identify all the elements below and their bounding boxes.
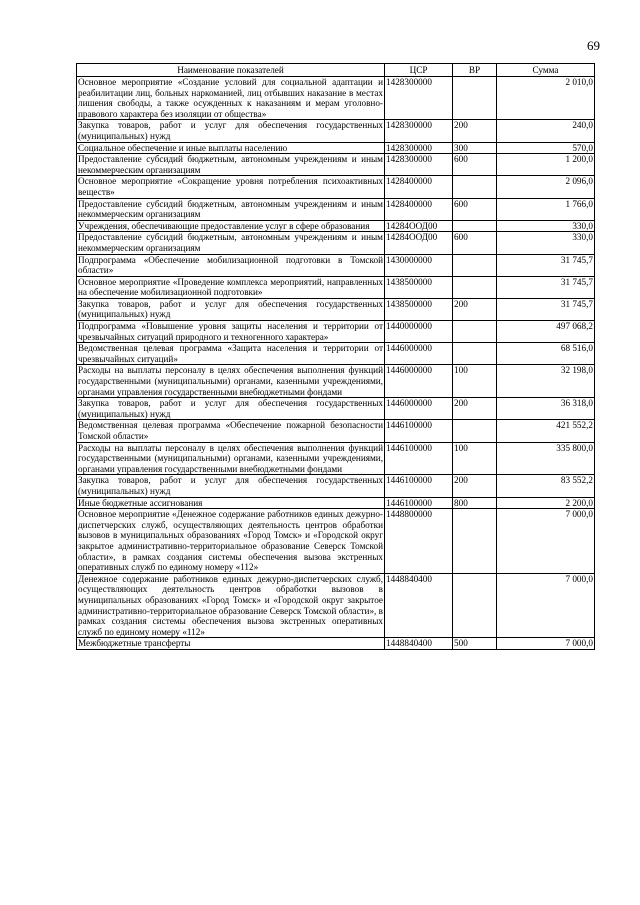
table-row [77, 254, 595, 276]
header-name: Наименование показателей [77, 64, 385, 77]
table-row [77, 398, 595, 420]
row-name-cell: Закупка товаров, работ и услуг для обеспечения государственных (муниципальных) нужд [78, 120, 383, 141]
row-csr-cell: 1428300000 [385, 120, 453, 142]
table-row [77, 343, 595, 365]
row-sum-cell: 2 010,0 [497, 77, 595, 120]
row-csr-cell: 1448840400 [385, 638, 453, 650]
row-vr-cell: 600 [453, 154, 497, 176]
row-sum-cell: 421 552,2 [497, 420, 595, 442]
row-name-cell: Подпрограмма «Обеспечение мобилизационной подготовки в Томской области» [78, 254, 383, 276]
row-vr-cell: 200 [453, 475, 497, 497]
table-row [77, 154, 595, 176]
row-vr-cell [453, 176, 497, 198]
row-vr-cell: 200 [453, 398, 497, 420]
table-row [77, 573, 595, 638]
row-sum-cell: 7 000,0 [497, 638, 595, 650]
row-name-cell: Подпрограмма «Повышение уровня защиты населения и территории от чрезвычайных ситуаций природного и техногенного характера» [78, 321, 383, 342]
row-sum-cell: 2 200,0 [497, 497, 595, 509]
row-sum-cell: 335 800,0 [497, 442, 595, 475]
row-csr-cell: 14284ООД00 [385, 220, 453, 232]
row-name-cell: Социальное обеспечение и иные выплаты населению [77, 142, 385, 154]
row-vr-cell [453, 77, 497, 120]
row-vr-cell: 100 [453, 365, 497, 398]
row-csr-cell: 1438500000 [385, 298, 453, 320]
row-csr-cell: 1446000000 [385, 365, 453, 398]
row-sum-cell: 2 096,0 [497, 176, 595, 198]
row-name-cell: Расходы на выплаты персоналу в целях обеспечения выполнения функций государственными (муниципальными) органами, казенными учреждениями, органами управления государственными внебюджетными фондами [78, 442, 383, 474]
budget-table [76, 63, 595, 650]
row-csr-cell: 1440000000 [385, 321, 453, 343]
row-vr-cell [453, 420, 497, 442]
row-csr-cell: 1428300000 [385, 142, 453, 154]
row-csr-cell: 1448800000 [385, 509, 453, 574]
row-sum-cell: 240,0 [497, 120, 595, 142]
row-sum-cell: 31 745,7 [497, 276, 595, 298]
row-name-cell: Основное мероприятие «Денежное содержание работников единых дежурно-диспетчерских служб, осуществляющих деятельность центров обработки вызовов в муниципальных образованиях «Город Томск» и «Городской округ закрытое административно-территориальное образование Северск Томской области», в рамках создания системы обеспечения вызова экстренных оперативных служб по единому номеру «112» [78, 509, 383, 573]
row-name-cell: Закупка товаров, работ и услуг для обеспечения государственных (муниципальных) нужд [78, 398, 383, 419]
row-csr-cell: 1428400000 [385, 176, 453, 198]
row-sum-cell: 31 745,7 [497, 254, 595, 276]
row-csr-cell: 1446100000 [385, 497, 453, 509]
table-row [77, 497, 595, 509]
row-vr-cell: 600 [453, 232, 497, 254]
row-name-cell: Ведомственная целевая программа «Обеспечение пожарной безопасности Томской области» [78, 420, 383, 441]
row-name-cell: Ведомственная целевая программа «Защита населения и территории от чрезвычайных ситуаций» [78, 343, 383, 364]
row-csr-cell: 1428300000 [385, 154, 453, 176]
row-sum-cell: 7 000,0 [497, 573, 595, 638]
row-sum-cell: 570,0 [497, 142, 595, 154]
row-sum-cell: 7 000,0 [497, 509, 595, 574]
row-sum-cell: 31 745,7 [497, 298, 595, 320]
table-row [77, 142, 595, 154]
table-row [77, 176, 595, 198]
row-sum-cell: 1 766,0 [497, 198, 595, 220]
page-number: 69 [587, 38, 600, 53]
table-row [77, 509, 595, 574]
row-vr-cell [453, 321, 497, 343]
table-row [77, 198, 595, 220]
row-vr-cell [453, 509, 497, 574]
row-name-cell: Предоставление субсидий бюджетным, автономным учреждениям и иным некоммерческим организациям [78, 232, 383, 253]
table-row [77, 638, 595, 650]
row-vr-cell: 800 [453, 497, 497, 509]
row-csr-cell: 1446100000 [385, 475, 453, 497]
table-row [77, 475, 595, 497]
row-name-cell: Предоставление субсидий бюджетным, автономным учреждениям и иным некоммерческим организациям [78, 154, 383, 175]
table-header-row [77, 64, 595, 77]
row-sum-cell: 497 068,2 [497, 321, 595, 343]
row-vr-cell: 200 [453, 120, 497, 142]
row-csr-cell: 14284ООД00 [385, 232, 453, 254]
row-vr-cell: 200 [453, 298, 497, 320]
table-row [77, 420, 595, 442]
row-name-cell: Основное мероприятие «Проведение комплекса мероприятий, направленных на обеспечение мобилизационной подготовки» [78, 276, 383, 298]
table-row [77, 276, 595, 298]
row-vr-cell: 600 [453, 198, 497, 220]
row-csr-cell: 1448840400 [385, 573, 453, 638]
row-name-cell: Предоставление субсидий бюджетным, автономным учреждениям и иным некоммерческим организациям [78, 198, 383, 220]
table-row [77, 77, 595, 120]
row-csr-cell: 1430000000 [385, 254, 453, 276]
row-name-cell: Учреждения, обеспечивающие предоставление услуг в сфере образования [77, 220, 385, 232]
row-sum-cell: 330,0 [497, 220, 595, 232]
row-csr-cell: 1428300000 [385, 77, 453, 120]
row-name-cell: Основное мероприятие «Создание условий для социальной адаптации и реабилитации лиц, больных наркоманией, лиц отбывших наказание в местах лишения свободы, а также осужденных к наказаниям и мерам уголовно-правового характера без изоляции от общества» [78, 77, 383, 119]
row-vr-cell [453, 276, 497, 298]
row-vr-cell [453, 573, 497, 638]
row-csr-cell: 1446100000 [385, 420, 453, 442]
row-sum-cell: 330,0 [497, 232, 595, 254]
row-sum-cell: 32 198,0 [497, 365, 595, 398]
row-vr-cell [453, 254, 497, 276]
header-vr: ВР [453, 64, 497, 77]
row-vr-cell [453, 343, 497, 365]
table-row [77, 442, 595, 475]
row-sum-cell: 83 552,2 [497, 475, 595, 497]
row-sum-cell: 68 516,0 [497, 343, 595, 365]
row-csr-cell: 1428400000 [385, 198, 453, 220]
row-csr-cell: 1446000000 [385, 343, 453, 365]
header-csr: ЦСР [385, 64, 453, 77]
row-vr-cell [453, 220, 497, 232]
table-body [77, 77, 595, 650]
row-vr-cell: 100 [453, 442, 497, 475]
row-name-cell: Расходы на выплаты персоналу в целях обеспечения выполнения функций государственными (муниципальными) органами, казенными учреждениями, органами управления государственными внебюджетными фондами [78, 365, 383, 397]
row-vr-cell: 500 [453, 638, 497, 650]
row-csr-cell: 1446000000 [385, 398, 453, 420]
table-row [77, 120, 595, 142]
row-name-cell: Основное мероприятие «Сокращение уровня потребления психоактивных веществ» [78, 176, 383, 197]
row-name-cell: Денежное содержание работников единых дежурно-диспетчерских служб, осуществляющих деятельность центров обработки вызовов в муниципальных образованиях «Город Томск» и «Городской округ закрытое административно-территориальное образование Северск Томской области», в рамках создания системы обеспечения вызова экстренных оперативных служб по единому номеру «112» [78, 573, 383, 637]
table-row [77, 365, 595, 398]
row-name-cell: Межбюджетные трансферты [77, 638, 385, 650]
table-row [77, 298, 595, 320]
row-sum-cell: 1 200,0 [497, 154, 595, 176]
table-row [77, 321, 595, 343]
row-vr-cell: 300 [453, 142, 497, 154]
header-sum: Сумма [497, 64, 595, 77]
row-sum-cell: 36 318,0 [497, 398, 595, 420]
row-name-cell: Закупка товаров, работ и услуг для обеспечения государственных (муниципальных) нужд [78, 475, 383, 496]
row-csr-cell: 1446100000 [385, 442, 453, 475]
table-row [77, 220, 595, 232]
table-row [77, 232, 595, 254]
row-name-cell: Иные бюджетные ассигнования [77, 497, 385, 509]
row-csr-cell: 1438500000 [385, 276, 453, 298]
row-name-cell: Закупка товаров, работ и услуг для обеспечения государственных (муниципальных) нужд [78, 298, 383, 320]
